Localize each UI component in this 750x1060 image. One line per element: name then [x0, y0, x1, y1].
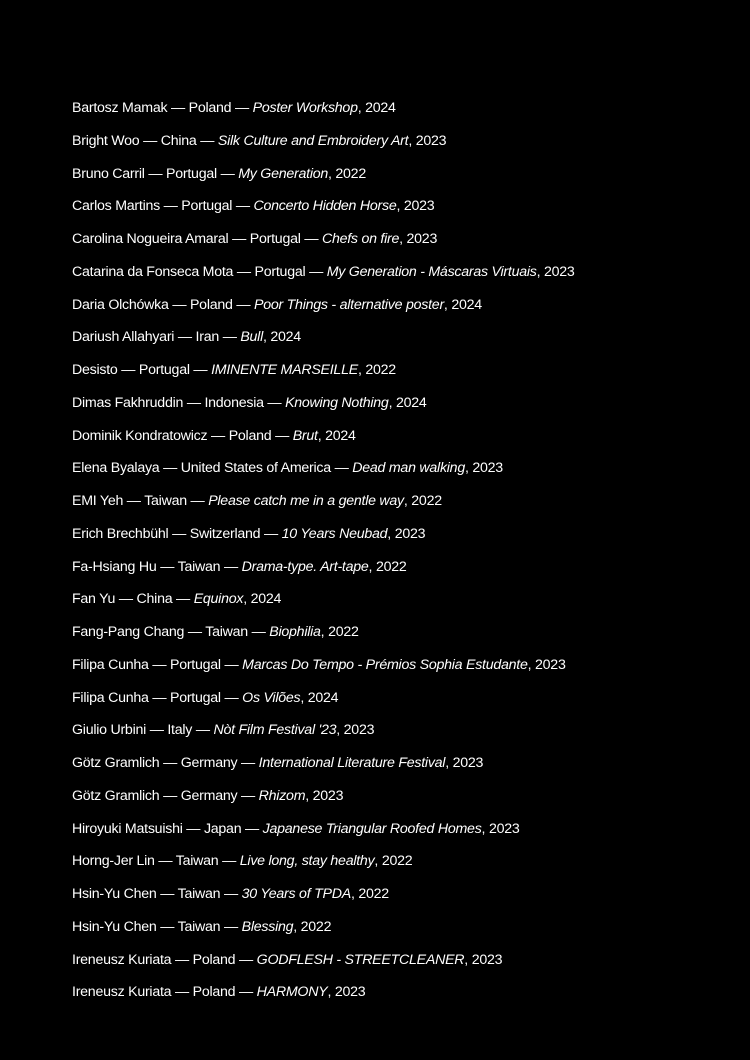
artist-name: Fa-Hsiang Hu: [72, 558, 157, 575]
separator: —: [184, 624, 206, 640]
separator: —: [235, 951, 257, 968]
list-item: Ireneusz Kuriata — Poland — HARMONY, 2023: [72, 984, 366, 1001]
separator: —: [159, 787, 181, 804]
artist-name: Fang-Pang Chang: [72, 624, 185, 640]
country: Portugal: [169, 689, 221, 706]
artist-name: Erich Brechbühl: [72, 525, 169, 542]
country: Taiwan: [177, 558, 221, 575]
country: Switzerland: [189, 525, 261, 542]
list-item: Fan Yu — China — Equinox, 2024: [72, 591, 282, 608]
list-item: Ireneusz Kuriata — Poland — GODFLESH - STREETCLEANER, 2023: [72, 951, 503, 968]
list-item: Erich Brechbühl — Switzerland — 10 Years Neubad, 2023: [72, 525, 426, 542]
country: Taiwan: [177, 886, 221, 902]
separator: —: [154, 853, 176, 870]
country: Taiwan: [144, 493, 187, 509]
year: 2024: [307, 689, 339, 706]
separator: —: [148, 656, 170, 673]
separator: —: [233, 263, 255, 280]
separator: —: [148, 689, 170, 706]
country: Portugal: [169, 656, 221, 673]
year: 2023: [312, 787, 344, 804]
separator: —: [115, 591, 137, 608]
list-item: EMI Yeh — Taiwan — Please catch me in a gentle way, 2022: [72, 493, 442, 509]
separator: —: [168, 296, 190, 313]
country: China: [136, 591, 173, 608]
list-item: Fang-Pang Chang — Taiwan — Biophilia, 2022: [72, 624, 359, 640]
list-item: Daria Olchówka — Poland — Poor Things - alternative poster, 2024: [72, 296, 482, 313]
year: 2024: [451, 296, 482, 313]
separator: —: [156, 918, 178, 935]
separator: —: [186, 493, 209, 509]
year: 2024: [325, 427, 356, 444]
work-title: Dead man walking: [352, 460, 465, 477]
year: 2023: [452, 755, 484, 771]
separator: —: [232, 198, 254, 215]
artist-name: Giulio Urbini: [72, 722, 147, 739]
year: 2022: [375, 558, 407, 575]
separator: —: [300, 231, 322, 247]
country: Taiwan: [205, 624, 248, 640]
work-title: Os Vilões: [242, 689, 301, 706]
list-item: Hsin-Yu Chen — Taiwan — Blessing, 2022: [72, 918, 332, 935]
list-item: Bruno Carril — Portugal — My Generation, 2022: [72, 165, 366, 182]
work-title: Chefs on fire: [321, 231, 400, 247]
country: Poland: [228, 427, 272, 444]
separator: —: [192, 722, 214, 739]
year: 2022: [335, 165, 366, 182]
work-title: Please catch me in a gentle way: [208, 493, 404, 509]
artist-name: Carolina Nogueira Amaral: [72, 231, 229, 247]
artist-name: Ireneusz Kuriata: [72, 984, 172, 1001]
separator: —: [174, 329, 196, 346]
separator: —: [159, 755, 181, 771]
country: Italy: [167, 722, 193, 739]
entries-list: [72, 96, 575, 1013]
artist-name: Bruno Carril: [72, 165, 145, 182]
artist-name: Hiroyuki Matsuishi: [72, 820, 183, 837]
list-item: Carlos Martins — Portugal — Concerto Hidden Horse, 2023: [72, 198, 435, 215]
year: 2024: [250, 591, 282, 608]
year: 2023: [334, 984, 366, 1001]
separator: —: [196, 132, 218, 149]
artist-name: Carlos Martins: [72, 198, 160, 215]
work-title: Concerto Hidden Horse: [253, 198, 397, 215]
artist-name: Fan Yu: [72, 591, 116, 608]
separator: —: [156, 558, 178, 575]
work-title: Marcas Do Tempo - Prémios Sophia Estudante: [242, 656, 528, 673]
year: 2023: [535, 656, 566, 673]
work-title: 30 Years of TPDA: [241, 886, 351, 902]
work-title: IMINENTE MARSEILLE: [211, 362, 358, 378]
work-title: GODFLESH - STREETCLEANER: [256, 951, 465, 968]
list-item: Fa-Hsiang Hu — Taiwan — Drama-type. Art-tape, 2022: [72, 558, 407, 575]
separator: —: [263, 394, 286, 411]
country: Portugal: [166, 165, 217, 182]
separator: —: [220, 558, 242, 575]
country: Portugal: [138, 362, 190, 378]
separator: —: [219, 329, 241, 346]
country: Iran: [195, 329, 219, 346]
separator: —: [159, 198, 182, 215]
separator: —: [220, 886, 242, 902]
year: 2022: [358, 886, 389, 902]
artist-name: Hsin-Yu Chen: [72, 918, 157, 935]
artist-name: Hsin-Yu Chen: [72, 886, 157, 902]
artist-name: Daria Olchówka: [72, 296, 169, 313]
work-title: International Literature Festival: [258, 755, 446, 771]
separator: —: [159, 460, 181, 477]
work-title: Rhizom: [258, 787, 306, 804]
separator: —: [207, 427, 229, 444]
country: Taiwan: [175, 853, 219, 870]
list-item: Bartosz Mamak — Poland — Poster Workshop, 2024: [72, 100, 396, 116]
separator: —: [232, 296, 254, 313]
artist-name: Desisto: [72, 362, 118, 378]
list-item: Götz Gramlich — Germany — International Literature Festival, 2023: [72, 755, 484, 771]
year: 2023: [471, 951, 503, 968]
separator: —: [146, 722, 168, 739]
artist-name: Dimas Fakhruddin: [72, 394, 184, 411]
year: 2023: [544, 263, 575, 280]
work-title: Japanese Triangular Roofed Homes: [262, 820, 482, 837]
list-item: Bright Woo — China — Silk Culture and Embroidery Art, 2023: [72, 132, 447, 149]
separator: —: [237, 755, 259, 771]
artist-name: Bartosz Mamak: [72, 100, 168, 116]
list-item: Dominik Kondratowicz — Poland — Brut, 2024: [72, 427, 356, 444]
work-title: Biophilia: [269, 624, 321, 640]
list-item: Dimas Fakhruddin — Indonesia — Knowing Nothing, 2024: [72, 394, 427, 411]
year: 2024: [365, 100, 396, 116]
country: United States of America: [180, 460, 331, 477]
country: Portugal: [249, 231, 301, 247]
separator: —: [183, 394, 205, 411]
artist-name: Götz Gramlich: [72, 755, 160, 771]
separator: —: [228, 231, 250, 247]
artist-name: Ireneusz Kuriata: [72, 951, 172, 968]
separator: —: [241, 820, 263, 837]
work-title: Drama-type. Art-tape: [241, 558, 369, 575]
artist-name: Dariush Allahyari: [72, 329, 175, 346]
separator: —: [271, 427, 293, 444]
artist-name: Catarina da Fonseca Mota: [72, 263, 234, 280]
year: 2022: [411, 493, 442, 509]
year: 2023: [343, 722, 375, 739]
separator: —: [237, 787, 259, 804]
separator: —: [139, 132, 161, 149]
artist-name: Filipa Cunha: [72, 656, 149, 673]
list-item: Hsin-Yu Chen — Taiwan — 30 Years of TPDA, 2022: [72, 886, 389, 902]
list-item: Dariush Allahyari — Iran — Bull, 2024: [72, 329, 301, 346]
country: Poland: [192, 951, 236, 968]
work-title: My Generation: [238, 165, 329, 182]
country: Portugal: [181, 198, 233, 215]
work-title: Blessing: [241, 918, 294, 935]
separator: —: [220, 689, 243, 706]
year: 2022: [300, 918, 332, 935]
country: Poland: [189, 296, 233, 313]
year: 2023: [472, 460, 503, 477]
list-item: Filipa Cunha — Portugal — Marcas Do Tempo - Prémios Sophia Estudante, 2023: [72, 656, 566, 673]
separator: —: [168, 525, 190, 542]
separator: —: [171, 984, 193, 1001]
country: China: [160, 132, 197, 149]
separator: —: [123, 493, 145, 509]
year: 2024: [270, 329, 301, 346]
work-title: Silk Culture and Embroidery Art: [217, 132, 409, 149]
work-title: Poster Workshop: [252, 100, 358, 116]
separator: —: [144, 165, 167, 182]
year: 2023: [415, 132, 447, 149]
country: Portugal: [254, 263, 306, 280]
year: 2023: [394, 525, 426, 542]
artist-name: Horng-Jer Lin: [72, 853, 155, 870]
separator: —: [117, 362, 139, 378]
work-title: My Generation - Máscaras Virtuais: [326, 263, 537, 280]
separator: —: [220, 918, 242, 935]
year: 2023: [406, 231, 438, 247]
separator: —: [235, 984, 257, 1001]
country: Germany: [180, 755, 238, 771]
work-title: Brut: [292, 427, 318, 444]
country: Poland: [192, 984, 236, 1001]
work-title: HARMONY: [256, 984, 328, 1001]
separator: —: [172, 591, 194, 608]
work-title: Equinox: [193, 591, 244, 608]
list-item: Filipa Cunha — Portugal — Os Vilões, 2024: [72, 689, 339, 706]
artist-name: Götz Gramlich: [72, 787, 160, 804]
artist-name: Elena Byalaya: [72, 460, 160, 477]
list-item: Catarina da Fonseca Mota — Portugal — My Generation - Máscaras Virtuais, 2023: [72, 263, 575, 280]
separator: —: [260, 525, 282, 542]
year: 2024: [395, 394, 427, 411]
country: Taiwan: [177, 918, 221, 935]
country: Indonesia: [204, 394, 264, 411]
separator: —: [156, 886, 178, 902]
separator: —: [247, 624, 270, 640]
list-item: Carolina Nogueira Amaral — Portugal — Chefs on fire, 2023: [72, 231, 438, 247]
separator: —: [189, 362, 212, 378]
work-title: Poor Things - alternative poster: [253, 296, 444, 313]
artist-name: Dominik Kondratowicz: [72, 427, 208, 444]
work-title: Nòt Film Festival '23: [213, 722, 337, 739]
artist-name: EMI Yeh: [72, 493, 124, 509]
separator: —: [220, 656, 243, 673]
list-item: Giulio Urbini — Italy — Nòt Film Festival '23, 2023: [72, 722, 375, 739]
year: 2023: [403, 198, 435, 215]
separator: —: [330, 460, 353, 477]
work-title: Knowing Nothing: [285, 394, 389, 411]
year: 2022: [365, 362, 396, 378]
country: Japan: [203, 820, 242, 837]
separator: —: [231, 100, 253, 116]
country: Germany: [180, 787, 238, 804]
work-title: Bull: [240, 329, 263, 346]
work-title: Live long, stay healthy: [239, 853, 375, 870]
artist-name: Bright Woo: [72, 132, 140, 149]
separator: —: [167, 100, 189, 116]
country: Poland: [188, 100, 232, 116]
separator: —: [182, 820, 204, 837]
list-item: Horng-Jer Lin — Taiwan — Live long, stay healthy, 2022: [72, 853, 413, 870]
list-item: Elena Byalaya — United States of America — Dead man walking, 2023: [72, 460, 503, 477]
separator: —: [171, 951, 193, 968]
work-title: 10 Years Neubad: [281, 525, 388, 542]
separator: —: [305, 263, 327, 280]
separator: —: [218, 853, 240, 870]
year: 2022: [381, 853, 413, 870]
list-item: Götz Gramlich — Germany — Rhizom, 2023: [72, 787, 344, 804]
separator: —: [216, 165, 239, 182]
list-item: Desisto — Portugal — IMINENTE MARSEILLE, 2022: [72, 362, 396, 378]
artist-name: Filipa Cunha: [72, 689, 149, 706]
list-item: Hiroyuki Matsuishi — Japan — Japanese Triangular Roofed Homes, 2023: [72, 820, 520, 837]
year: 2022: [328, 624, 359, 640]
year: 2023: [488, 820, 520, 837]
